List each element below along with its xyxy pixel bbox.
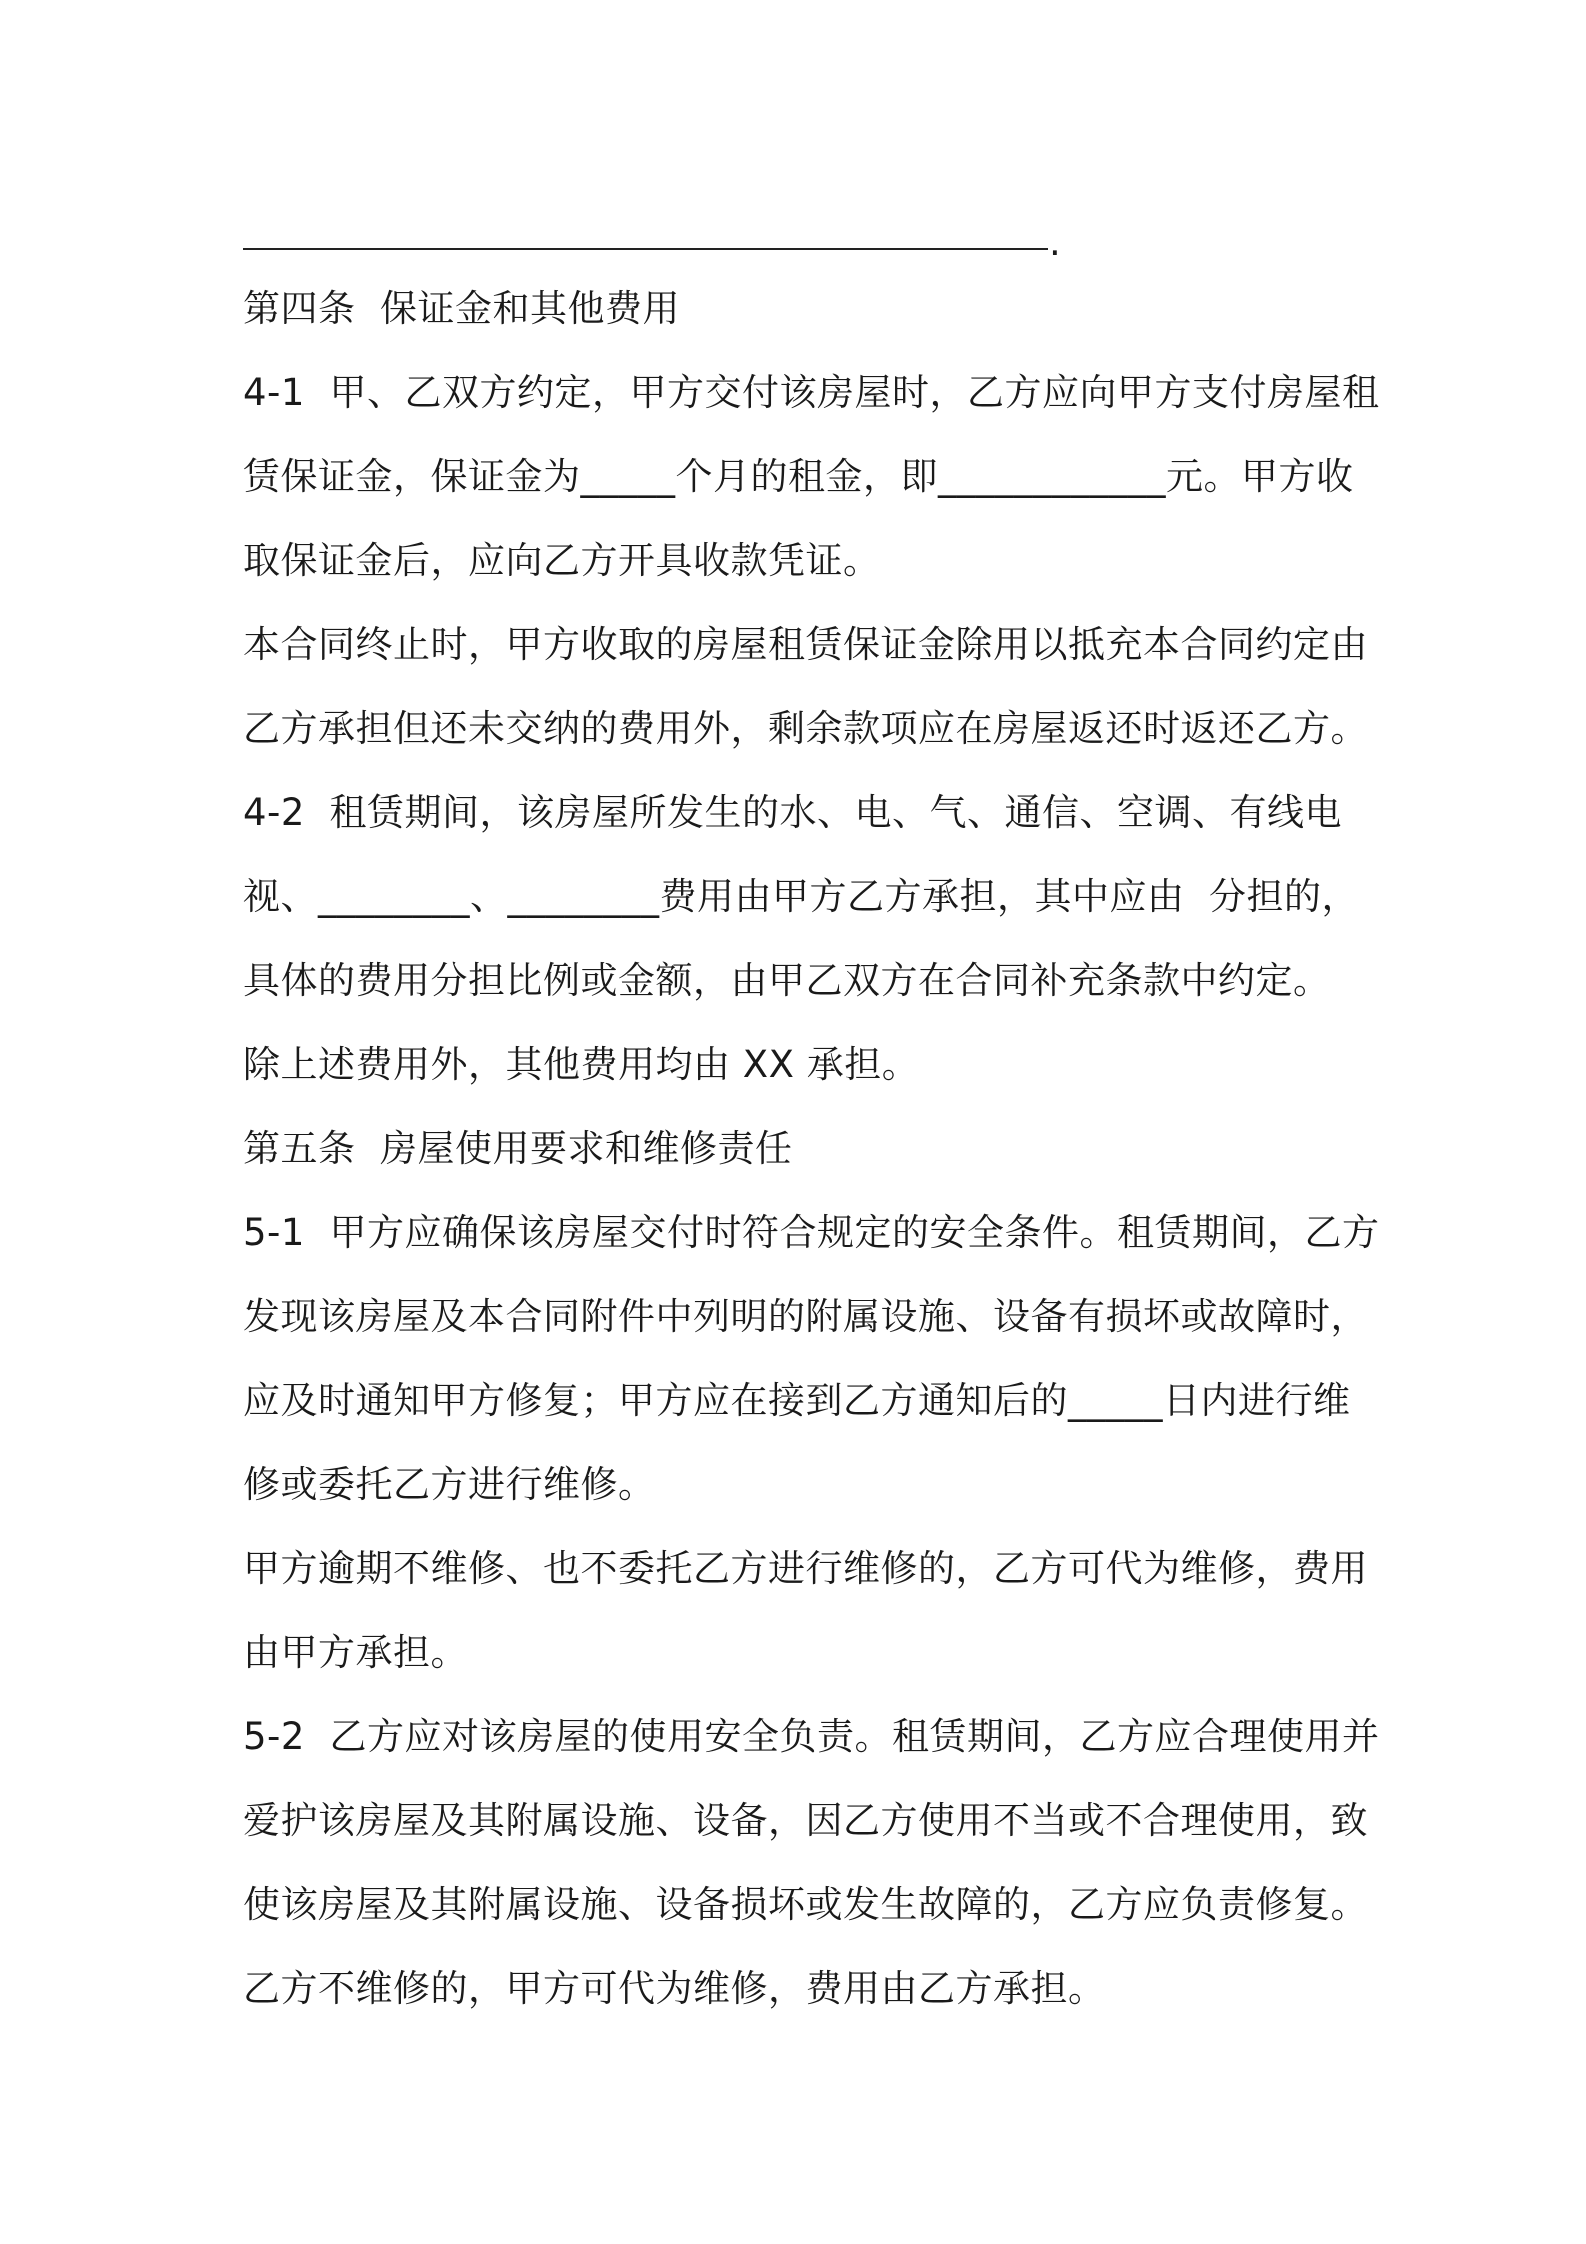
- clause-5-2-line-4: 乙方不维修的，甲方可代为维修，费用由乙方承担。: [243, 1967, 1106, 2010]
- rule-end-mark: .: [1049, 221, 1061, 264]
- clause-5-2-line-3: 使该房屋及其附属设施、设备损坏或发生故障的，乙方应负责修复。: [243, 1883, 1368, 1926]
- article-4-heading: 第四条 保证金和其他费用: [243, 287, 681, 330]
- clause-5-1-line-2: 发现该房屋及本合同附件中列明的附属设施、设备有损坏或故障时，: [243, 1295, 1368, 1338]
- paragraph-line: 乙方承担但还未交纳的费用外，剩余款项应在房屋返还时返还乙方。: [243, 707, 1368, 750]
- clause-5-1-line-3: 应及时通知甲方修复；甲方应在接到乙方通知后的_____日内进行维: [243, 1379, 1351, 1422]
- clause-4-2-line-1: 4-2 租赁期间，该房屋所发生的水、电、气、通信、空调、有线电: [243, 791, 1342, 834]
- clause-5-2-line-2: 爱护该房屋及其附属设施、设备，因乙方使用不当或不合理使用，致: [243, 1799, 1368, 1842]
- clause-4-1-line-2: 赁保证金，保证金为_____个月的租金，即____________元。甲方收: [243, 455, 1354, 498]
- paragraph-line: 除上述费用外，其他费用均由 XX 承担。: [243, 1043, 920, 1086]
- clause-4-1-line-3: 取保证金后，应向乙方开具收款凭证。: [243, 539, 881, 582]
- clause-4-2-line-3: 具体的费用分担比例或金额，由甲乙双方在合同补充条款中约定。: [243, 959, 1331, 1002]
- clause-4-2-line-2: 视、________、________费用由甲方乙方承担，其中应由 分担的，: [243, 875, 1360, 918]
- clause-5-1-line-1: 5-1 甲方应确保该房屋交付时符合规定的安全条件。租赁期间，乙方: [243, 1211, 1380, 1254]
- article-5-heading: 第五条 房屋使用要求和维修责任: [243, 1127, 793, 1170]
- paragraph-line: 本合同终止时，甲方收取的房屋租赁保证金除用以抵充本合同约定由: [243, 623, 1368, 666]
- paragraph-line: 甲方逾期不维修、也不委托乙方进行维修的，乙方可代为维修，费用: [243, 1547, 1368, 1590]
- paragraph-line: 由甲方承担。: [243, 1631, 468, 1674]
- clause-5-1-line-4: 修或委托乙方进行维修。: [243, 1463, 656, 1506]
- clause-5-2-line-1: 5-2 乙方应对该房屋的使用安全负责。租赁期间，乙方应合理使用并: [243, 1715, 1380, 1758]
- clause-4-1-line-1: 4-1 甲、乙双方约定，甲方交付该房屋时，乙方应向甲方支付房屋租: [243, 371, 1380, 414]
- trailing-blank-rule: [243, 248, 1048, 250]
